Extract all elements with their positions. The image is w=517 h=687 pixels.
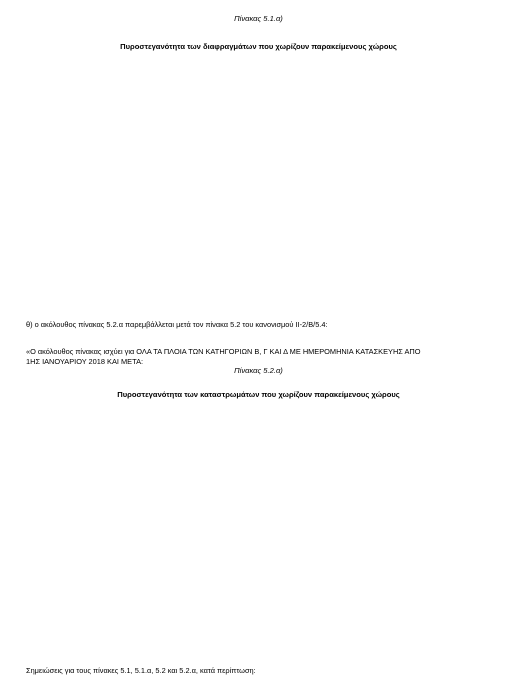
footer-notes-heading: Σημειώσεις για τους πίνακες 5.1, 5.1.α, 5.2 και 5.2.α, κατά περίπτωση: [26,666,256,675]
paragraph-scope-line1: «Ο ακόλουθος πίνακας ισχύει για ΟΛΑ ΤΑ ΠΛΟΙΑ ΤΩΝ ΚΑΤΗΓΟΡΙΩΝ Β, Γ ΚΑΙ Δ ΜΕ ΗΜΕΡΟΜΗΝΙΑ ΚΑΤΑΣΚΕΥΗΣ ΑΠΟ [26,347,421,356]
table2-caption: Πίνακας 5.2.α) [234,366,283,375]
table1-caption: Πίνακας 5.1.α) [234,14,283,23]
table2-title: Πυροστεγανότητα των καταστρωμάτων που χωρίζουν παρακείμενους χώρους [117,390,400,399]
table1-title: Πυροστεγανότητα των διαφραγμάτων που χωρίζουν παρακείμενους χώρους [120,42,397,51]
paragraph-scope-line2: 1ΗΣ ΙΑΝΟΥΑΡΙΟΥ 2018 ΚΑΙ ΜΕΤΑ: [26,357,144,366]
paragraph-theta: θ) ο ακόλουθος πίνακας 5.2.α παρεμβάλλεται μετά τον πίνακα 5.2 του κανονισμού II-2/B/5.4: [26,320,328,329]
